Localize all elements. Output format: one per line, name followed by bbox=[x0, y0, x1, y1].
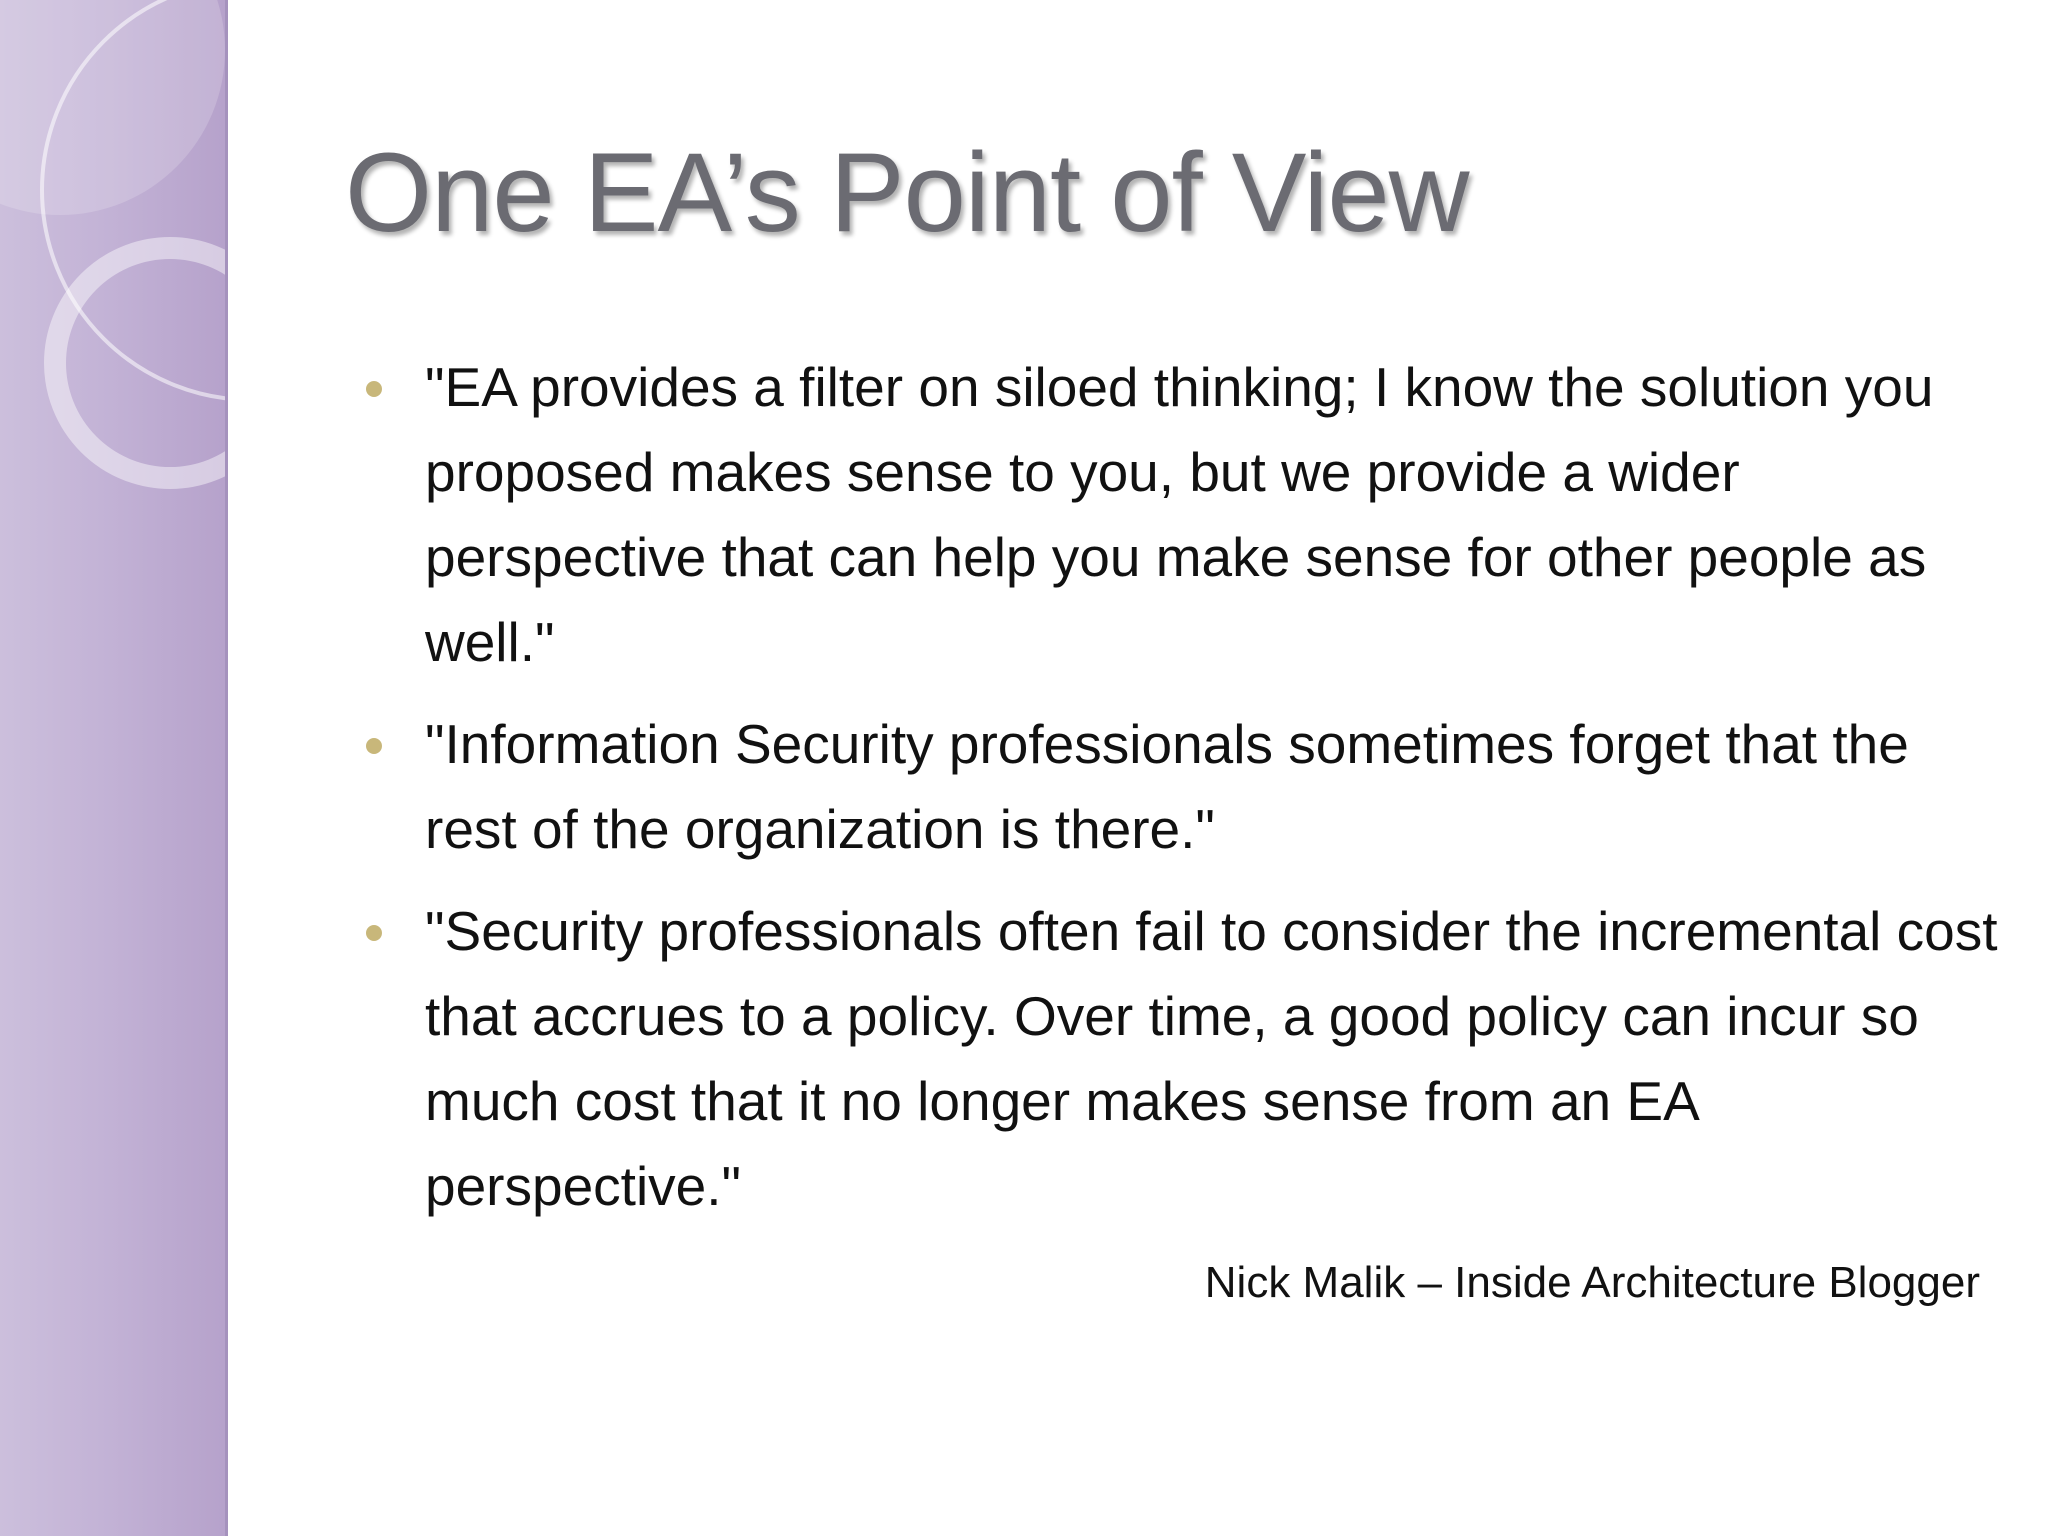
bullet-item bbox=[300, 345, 2000, 685]
quote-attribution: Nick Malik – Inside Architecture Blogger bbox=[1204, 1258, 1980, 1307]
decorative-circles-graphic bbox=[0, 0, 228, 1536]
bullet-dot-icon bbox=[366, 381, 382, 397]
bullet-text: "Information Security professionals sometimes forget that the rest of the organization is there." bbox=[425, 713, 1909, 860]
bullet-list bbox=[300, 345, 2000, 1246]
bullet-item bbox=[300, 889, 2000, 1229]
bullet-dot-icon bbox=[366, 738, 382, 754]
bullet-item bbox=[300, 702, 2000, 872]
slide-title: One EA’s Point of View bbox=[345, 130, 1469, 255]
bullet-text: "Security professionals often fail to consider the incremental cost that accrues to a policy. Over time, a good policy can incur so much cost that it no longer makes sense from an EA perspective." bbox=[425, 900, 1998, 1217]
bullet-text: "EA provides a filter on siloed thinking; I know the solution you proposed makes sense to you, but we provide a wider perspective that can help you make sense for other people as well." bbox=[425, 356, 1934, 673]
decorative-side-panel bbox=[0, 0, 228, 1536]
decorative-thick-ring bbox=[55, 248, 228, 478]
bullet-dot-icon bbox=[366, 925, 382, 941]
